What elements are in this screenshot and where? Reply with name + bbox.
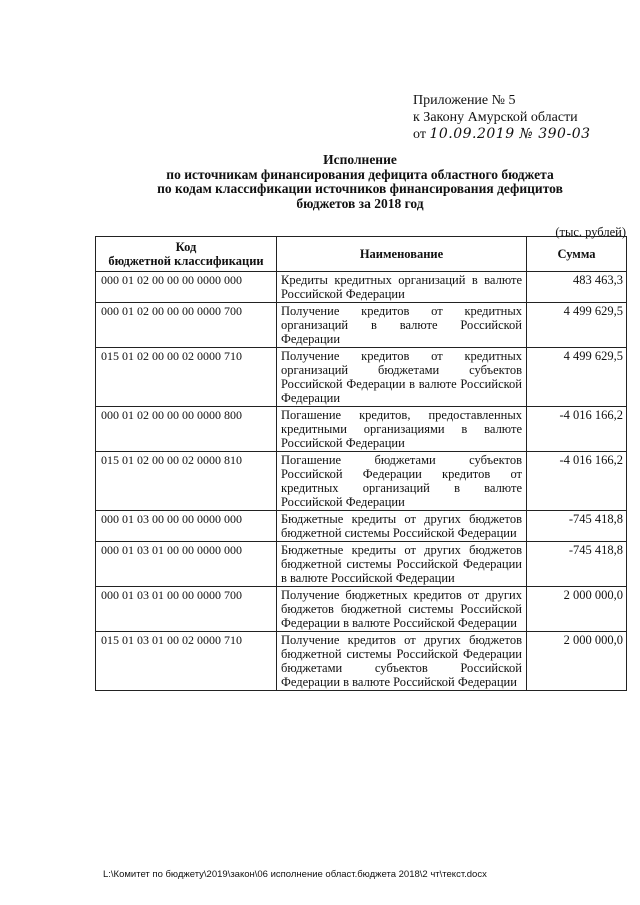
cell-sum: -745 418,8	[527, 542, 627, 587]
cell-sum: 4 499 629,5	[527, 348, 627, 407]
header-code-line-1: Код	[175, 240, 197, 254]
cell-code: 015 01 02 00 00 02 0000 810	[96, 452, 277, 511]
header-code	[96, 237, 277, 272]
cell-sum: -4 016 166,2	[527, 452, 627, 511]
cell-sum: 483 463,3	[527, 272, 627, 303]
cell-name: Бюджетные кредиты от других бюджетов бюджетной системы Российской Федерации в валюте Российской Федерации	[277, 542, 527, 587]
cell-sum: -4 016 166,2	[527, 407, 627, 452]
units-label: (тыс. рублей)	[555, 225, 626, 239]
cell-sum: 2 000 000,0	[527, 632, 627, 691]
handwritten-date-number: 10.09.2019 № 390-03	[429, 126, 591, 142]
appendix-law: к Закону Амурской области	[413, 110, 578, 125]
cell-code: 015 01 02 00 00 02 0000 710	[96, 348, 277, 407]
table-row	[96, 272, 627, 303]
table-body	[96, 272, 627, 691]
table-row	[96, 303, 627, 348]
cell-code: 000 01 03 01 00 00 0000 000	[96, 542, 277, 587]
table-row	[96, 348, 627, 407]
table-row	[96, 452, 627, 511]
cell-name: Получение кредитов от кредитных организаций бюджетами субъектов Российской Федерации в валюте Российской Федерации	[277, 348, 527, 407]
cell-name: Бюджетные кредиты от других бюджетов бюджетной системы Российской Федерации	[277, 511, 527, 542]
table-row	[96, 407, 627, 452]
cell-name: Получение кредитов от других бюджетов бюджетной системы Российской Федерации бюджетами субъектов Российской Федерации в валюте Российской Федерации	[277, 632, 527, 691]
table-row	[96, 511, 627, 542]
header-sum: Сумма	[527, 237, 627, 272]
header-name: Наименование	[277, 237, 527, 272]
header-code-line-2: бюджетной классификации	[108, 254, 264, 268]
cell-code: 000 01 03 01 00 00 0000 700	[96, 587, 277, 632]
cell-code: 000 01 02 00 00 00 0000 800	[96, 407, 277, 452]
cell-sum: -745 418,8	[527, 511, 627, 542]
appendix-block	[413, 92, 591, 143]
budget-table	[95, 236, 627, 691]
cell-name: Получение бюджетных кредитов от других бюджетов бюджетной системы Российской Федерации в валюте Российской Федерации	[277, 587, 527, 632]
table-row	[96, 542, 627, 587]
title-line-2: по источникам финансирования дефицита областного бюджета	[166, 166, 554, 182]
cell-name: Кредиты кредитных организаций в валюте Российской Федерации	[277, 272, 527, 303]
title-line-1: Исполнение	[323, 152, 397, 167]
title-line-3: по кодам классификации источников финансирования дефицитов	[157, 181, 563, 196]
table-row	[96, 632, 627, 691]
cell-code: 000 01 02 00 00 00 0000 000	[96, 272, 277, 303]
cell-sum: 2 000 000,0	[527, 587, 627, 632]
file-path-footer: L:\Комитет по бюджету\2019\закон\06 исполнение област.бюджета 2018\2 чт\текст.docx	[103, 869, 487, 880]
cell-code: 015 01 03 01 00 02 0000 710	[96, 632, 277, 691]
title-line-4: бюджетов за 2018 год	[296, 195, 424, 211]
cell-code: 000 01 03 00 00 00 0000 000	[96, 511, 277, 542]
cell-code: 000 01 02 00 00 00 0000 700	[96, 303, 277, 348]
cell-name: Погашение бюджетами субъектов Российской Федерации кредитов от кредитных организаций в валюте Российской Федерации	[277, 452, 527, 511]
table-header-row	[96, 237, 627, 272]
appendix-date-line	[413, 126, 591, 143]
cell-name: Погашение кредитов, предоставленных кредитными организациями в валюте Российской Федерации	[277, 407, 527, 452]
document-title	[90, 153, 630, 211]
appendix-number: Приложение № 5	[413, 93, 516, 108]
table-row	[96, 587, 627, 632]
cell-sum: 4 499 629,5	[527, 303, 627, 348]
appendix-date-prefix: от	[413, 127, 426, 142]
cell-name: Получение кредитов от кредитных организаций в валюте Российской Федерации	[277, 303, 527, 348]
